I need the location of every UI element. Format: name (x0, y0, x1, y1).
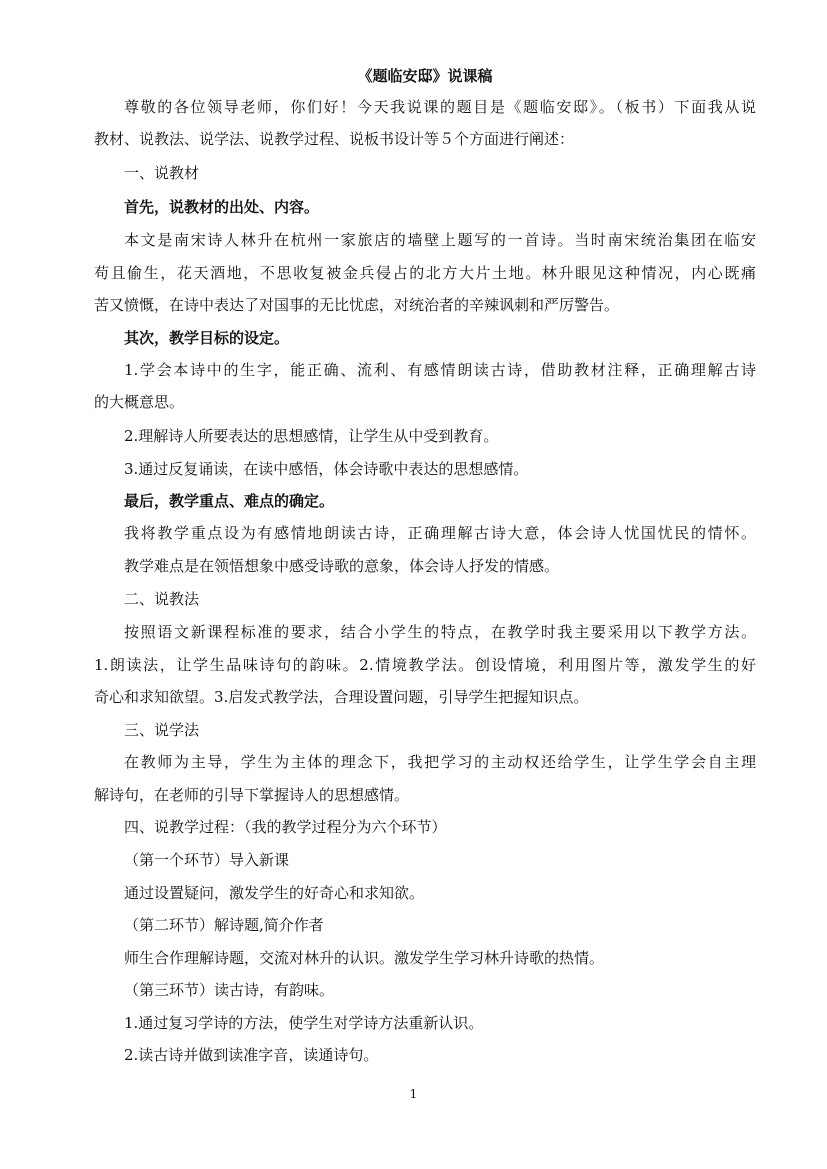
paragraph-line: 通过设置疑问，激发学生的好奇心和求知欲。 (124, 884, 425, 902)
document-title: 《题临安邸》说课稿 (357, 67, 493, 85)
paragraph-line: 苦又愤慨，在诗中表达了对国事的无比忧虑，对统治者的辛辣讽刺和严厉警告。 (94, 296, 620, 314)
paragraph-line: 1.朗读法，让学生品味诗句的韵味。2.情境教学法。创设情境，利用图片等，激发学生的好 (94, 656, 756, 674)
paragraph-line: 1.学会本诗中的生字，能正确、流利、有感情朗读古诗，借助教材注释，正确理解古诗 (124, 361, 756, 379)
subheading: 其次，教学目标的设定。 (124, 329, 290, 347)
section-heading: 四、说教学过程：（我的教学过程分为六个环节） (124, 818, 447, 836)
subheading: 最后，教学重点、难点的确定。 (124, 492, 335, 510)
paragraph-line: 3.通过反复诵读，在读中感悟，体会诗歌中表达的思想感情。 (124, 460, 529, 478)
paragraph-line: 解诗句，在老师的引导下掌握诗人的思想感情。 (94, 786, 410, 804)
paragraph-line: 2.读古诗并做到读准字音，读通诗句。 (124, 1046, 379, 1064)
paragraph-line: 奇心和求知欲望。3.启发式教学法，合理设置问题，引导学生把握知识点。 (94, 688, 589, 706)
paragraph-line: 苟且偷生，花天酒地，不思收复被金兵侵占的北方大片土地。林升眼见这种情况，内心既痛 (94, 264, 756, 282)
paragraph-line: 1.通过复习学诗的方法，使学生对学诗方法重新认识。 (124, 1014, 484, 1032)
paragraph-line: 尊敬的各位领导老师，你们好！今天我说课的题目是《题临安邸》。（板书）下面我从说 (124, 98, 756, 116)
page-number: 1 (409, 1087, 418, 1101)
paragraph-line: 按照语文新课程标准的要求，结合小学生的特点，在教学时我主要采用以下教学方法。 (124, 623, 756, 641)
paragraph-line: 的大概意思。 (94, 393, 185, 411)
paragraph-line: 教学难点是在领悟想象中感受诗歌的意象，体会诗人抒发的情感。 (124, 557, 560, 575)
paragraph-line: 教材、说教法、说学法、说教学过程、说板书设计等５个方面进行阐述： (94, 130, 575, 148)
paragraph-line: 在教师为主导，学生为主体的理念下，我把学习的主动权还给学生，让学生学会自主理 (124, 753, 756, 771)
paragraph-line: 本文是南宋诗人林升在杭州一家旅店的墙壁上题写的一首诗。当时南宋统治集团在临安 (124, 231, 756, 249)
paragraph-line: 师生合作理解诗题，交流对林升的认识。激发学生学习林升诗歌的热情。 (124, 949, 605, 967)
subsection-heading: （第一个环节）导入新课 (124, 851, 290, 869)
subsection-heading: （第二环节）解诗题,简介作者 (124, 916, 324, 934)
section-heading: 三、说学法 (124, 721, 200, 739)
paragraph-line: 我将教学重点设为有感情地朗读古诗，正确理解古诗大意，体会诗人忧国忧民的情怀。 (124, 524, 756, 542)
section-heading: 二、说教法 (124, 590, 200, 608)
subsection-heading: （第三环节）读古诗，有韵味。 (124, 981, 335, 999)
subheading: 首先，说教材的出处、内容。 (124, 198, 320, 216)
paragraph-line: 2.理解诗人所要表达的思想感情，让学生从中受到教育。 (124, 427, 499, 445)
section-heading: 一、说教材 (124, 164, 200, 182)
